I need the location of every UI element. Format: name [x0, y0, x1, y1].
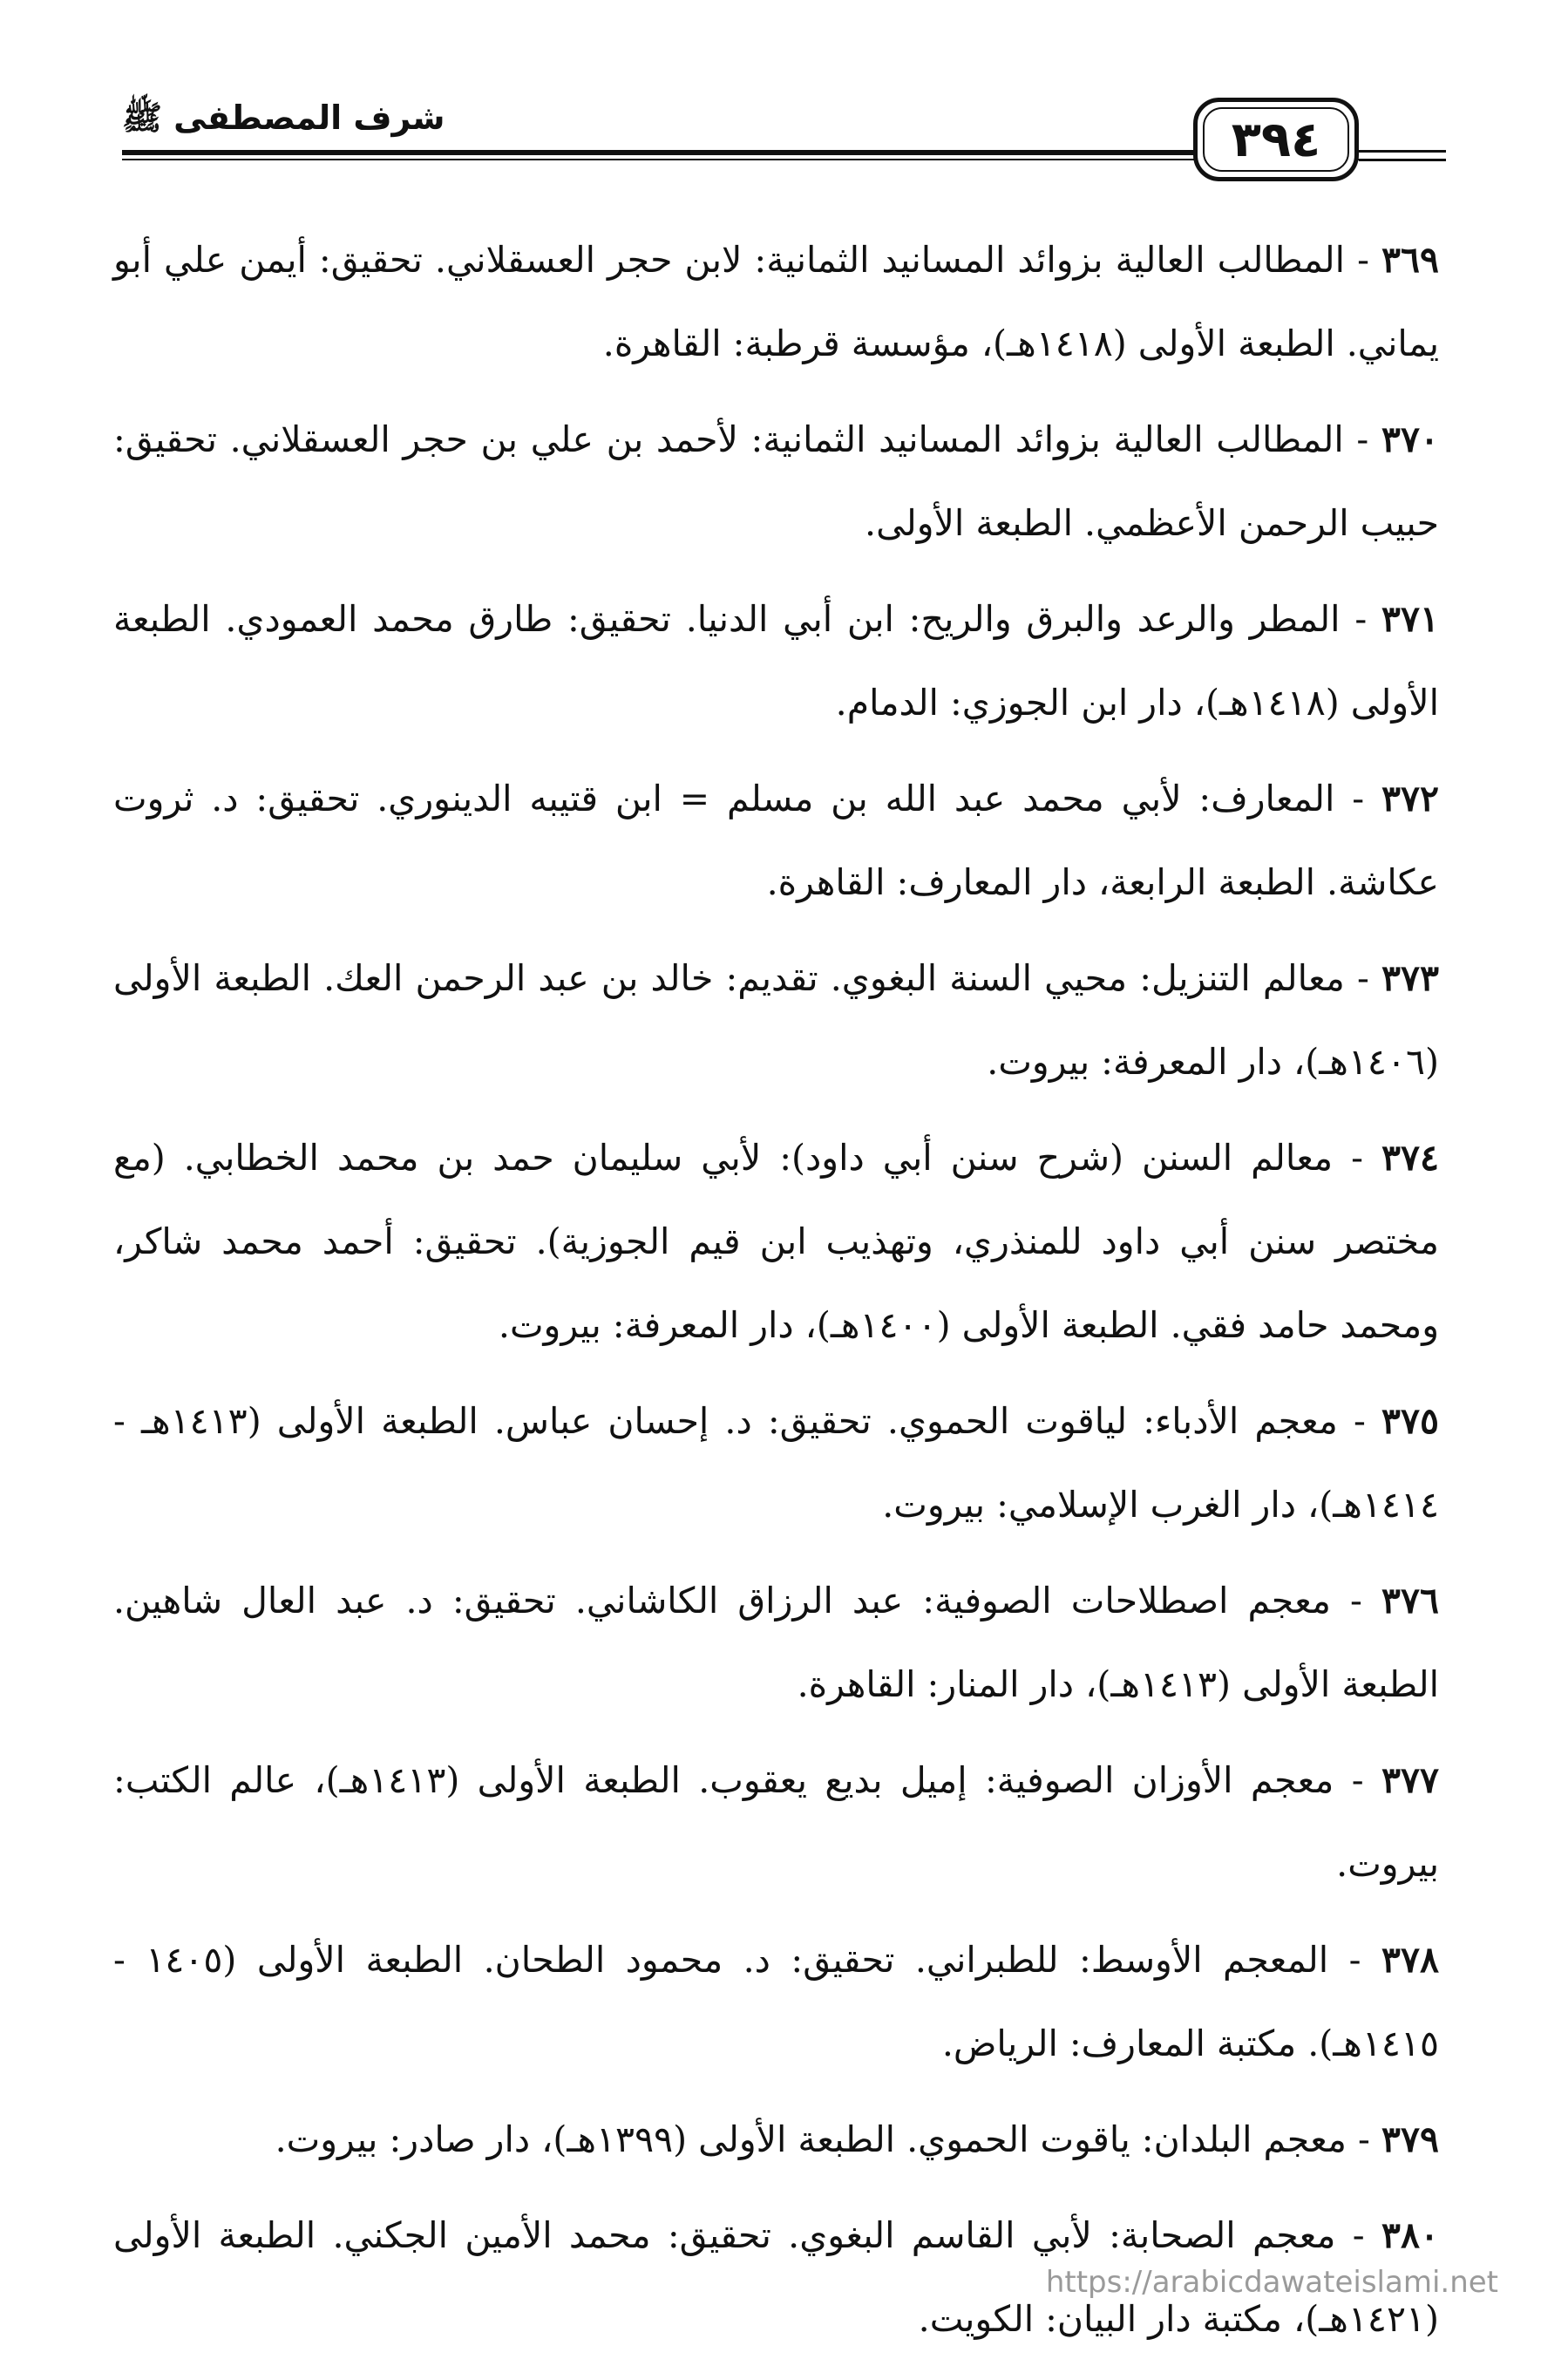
- header-rule-tail: [1359, 150, 1446, 153]
- bibliography-entry: [113, 1918, 1439, 2085]
- entry-separator: -: [1328, 1939, 1381, 1981]
- entry-number: ٣٧٦: [1381, 1580, 1439, 1622]
- entry-separator: -: [1343, 418, 1381, 460]
- bibliography-entry: [113, 398, 1439, 565]
- bibliography-entry: [113, 757, 1439, 924]
- header-rule: [122, 150, 1359, 155]
- entry-text: معجم الأوزان الصوفية: إميل بديع يعقوب. الطبعة الأولى (١٤١٣هـ)، عالم الكتب: بيروت.: [113, 1759, 1439, 1885]
- entry-separator: -: [1337, 1400, 1381, 1442]
- bibliography-list: [113, 218, 1439, 2373]
- entry-text: المطالب العالية بزوائد المسانيد الثمانية: لأحمد بن علي بن حجر العسقلاني. تحقيق: حبيب الرحمن الأعظمي. الطبعة الأولى.: [113, 418, 1439, 544]
- page-header: [122, 96, 1446, 192]
- header-rule-tail-thin: [1359, 159, 1446, 161]
- entry-text: المطر والرعد والبرق والريح: ابن أبي الدنيا. تحقيق: طارق محمد العمودي. الطبعة الأولى (١٤١٨هـ)، دار ابن الجوزي: الدمام.: [113, 598, 1439, 724]
- page-number: ٣٩٤: [1203, 107, 1349, 172]
- page-number-frame: [1193, 98, 1359, 181]
- entry-number: ٣٧١: [1381, 598, 1439, 640]
- entry-number: ٣٧٩: [1381, 2118, 1439, 2160]
- entry-text: المطالب العالية بزوائد المسانيد الثمانية: لابن حجر العسقلاني. تحقيق: أيمن علي أبو يماني. الطبعة الأولى (١٤١٨هـ)، مؤسسة قرطبة: القاهرة.: [113, 239, 1439, 364]
- bibliography-entry: [113, 936, 1439, 1104]
- entry-number: ٣٧٨: [1381, 1939, 1439, 1981]
- entry-text: معالم السنن (شرح سنن أبي داود): لأبي سليمان حمد بن محمد الخطابي. (مع مختصر سنن أبي داود للمنذري، وتهذيب ابن قيم الجوزية). تحقيق: أحمد محمد شاكر، ومحمد حامد فقي. الطبعة الأولى (١٤٠٠هـ)، دار المعرفة: بيروت.: [113, 1137, 1439, 1346]
- entry-text: معجم البلدان: ياقوت الحموي. الطبعة الأولى (١٣٩٩هـ)، دار صادر: بيروت.: [275, 2118, 1347, 2160]
- entry-number: ٣٧٣: [1381, 957, 1440, 999]
- running-title: شرف المصطفى ﷺ: [122, 99, 445, 137]
- source-watermark: https://arabicdawateislami.net: [1045, 2265, 1498, 2300]
- entry-separator: -: [1334, 778, 1381, 819]
- bibliography-entry: [113, 577, 1439, 745]
- entry-number: ٣٨٠: [1381, 2214, 1439, 2256]
- entry-number: ٣٧٢: [1381, 778, 1440, 819]
- entry-separator: -: [1333, 1137, 1381, 1179]
- bibliography-entry: [113, 1379, 1439, 1547]
- bibliography-entry: [113, 1738, 1439, 1906]
- entry-number: ٣٦٩: [1381, 239, 1440, 281]
- header-rule-thin: [122, 159, 1359, 160]
- entry-text: معجم الأدباء: لياقوت الحموي. تحقيق: د. إحسان عباس. الطبعة الأولى (١٤١٣هـ - ١٤١٤هـ)، دار الغرب الإسلامي: بيروت.: [113, 1400, 1439, 1526]
- entry-text: معجم الصحابة: لأبي القاسم البغوي. تحقيق: محمد الأمين الجكني. الطبعة الأولى (١٤٢١هـ)، مكتبة دار البيان: الكويت.: [113, 2214, 1439, 2340]
- entry-text: معالم التنزيل: محيي السنة البغوي. تقديم: خالد بن عبد الرحمن العك. الطبعة الأولى (١٤٠٦هـ)، دار المعرفة: بيروت.: [113, 957, 1439, 1083]
- entry-separator: -: [1347, 2118, 1381, 2160]
- entry-number: ٣٧٠: [1381, 418, 1439, 460]
- bibliography-entry: [113, 218, 1439, 385]
- entry-separator: -: [1344, 957, 1381, 999]
- entry-separator: -: [1345, 239, 1381, 281]
- entry-separator: -: [1335, 2214, 1381, 2256]
- entry-separator: -: [1330, 1580, 1381, 1622]
- entry-separator: -: [1334, 1759, 1381, 1801]
- entry-separator: -: [1340, 598, 1381, 640]
- entry-text: المعجم الأوسط: للطبراني. تحقيق: د. محمود الطحان. الطبعة الأولى (١٤٠٥ - ١٤١٥هـ). مكتبة المعارف: الرياض.: [113, 1939, 1439, 2064]
- entry-text: المعارف: لأبي محمد عبد الله بن مسلم = ابن قتيبه الدينوري. تحقيق: د. ثروت عكاشة. الطبعة الرابعة، دار المعارف: القاهرة.: [113, 778, 1439, 903]
- bibliography-entry: [113, 2098, 1439, 2181]
- entry-number: ٣٧٥: [1381, 1400, 1439, 1442]
- bibliography-entry: [113, 1116, 1439, 1367]
- entry-number: ٣٧٧: [1381, 1759, 1440, 1801]
- entry-text: معجم اصطلاحات الصوفية: عبد الرزاق الكاشاني. تحقيق: د. عبد العال شاهين. الطبعة الأولى (١٤١٣هـ)، دار المنار: القاهرة.: [113, 1580, 1439, 1705]
- entry-number: ٣٧٤: [1381, 1137, 1440, 1179]
- bibliography-entry: [113, 1559, 1439, 1726]
